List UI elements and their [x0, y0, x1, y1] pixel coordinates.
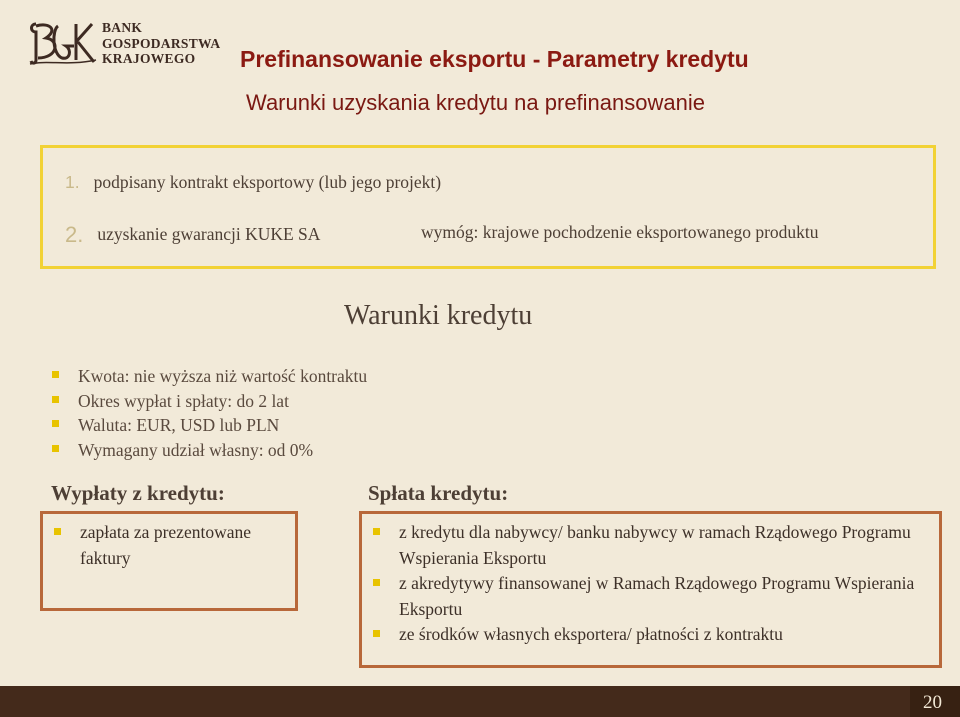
- condition-item: Wymagany udział własny: od 0%: [52, 438, 367, 463]
- bank-logo: [28, 18, 238, 74]
- bank-name-line: KRAJOWEGO: [102, 51, 196, 66]
- repayment-heading: Spłata kredytu:: [368, 481, 509, 505]
- condition-item: Waluta: EUR, USD lub PLN: [52, 413, 367, 438]
- footer-bar: [0, 686, 960, 717]
- condition-item: Okres wypłat i spłaty: do 2 lat: [52, 389, 367, 414]
- requirement-item: [65, 172, 441, 193]
- bank-name-line: BANK: [102, 20, 143, 35]
- bank-name: [102, 20, 220, 67]
- page-subtitle: Warunki uzyskania kredytu na prefinansowanie: [246, 90, 705, 115]
- payouts-list: [54, 520, 254, 571]
- page-number: 20: [923, 692, 942, 713]
- requirement-number: 1.: [65, 172, 80, 192]
- requirement-item: [65, 222, 320, 248]
- requirement-number: 2.: [65, 222, 84, 247]
- payouts-box: [40, 511, 298, 611]
- bgk-monogram-icon: [28, 20, 98, 66]
- page-title: Prefinansowanie eksportu - Parametry kredytu: [240, 46, 749, 72]
- payouts-heading: Wypłaty z kredytu:: [51, 481, 225, 505]
- bank-name-line: GOSPODARSTWA: [102, 35, 221, 51]
- repayment-box: [359, 511, 942, 668]
- payout-item: zapłata za prezentowane faktury: [54, 520, 254, 571]
- repayment-item: z akredytywy finansowanej w Ramach Rządowego Programu Wspierania Eksportu: [373, 571, 931, 622]
- credit-conditions-list: [52, 364, 367, 462]
- requirement-text: podpisany kontrakt eksportowy (lub jego projekt): [93, 172, 442, 192]
- requirement-text: uzyskanie gwarancji KUKE SA: [97, 224, 321, 244]
- requirement-note: wymóg: krajowe pochodzenie eksportowanego produktu: [421, 222, 819, 242]
- repayment-list: [373, 520, 931, 648]
- repayment-item: z kredytu dla nabywcy/ banku nabywcy w ramach Rządowego Programu Wspierania Eksportu: [373, 520, 931, 571]
- requirements-box: [40, 145, 936, 269]
- condition-item: Kwota: nie wyższa niż wartość kontraktu: [52, 364, 367, 389]
- repayment-item: ze środków własnych eksportera/ płatności z kontraktu: [373, 622, 931, 648]
- credit-conditions-title: Warunki kredytu: [344, 300, 533, 331]
